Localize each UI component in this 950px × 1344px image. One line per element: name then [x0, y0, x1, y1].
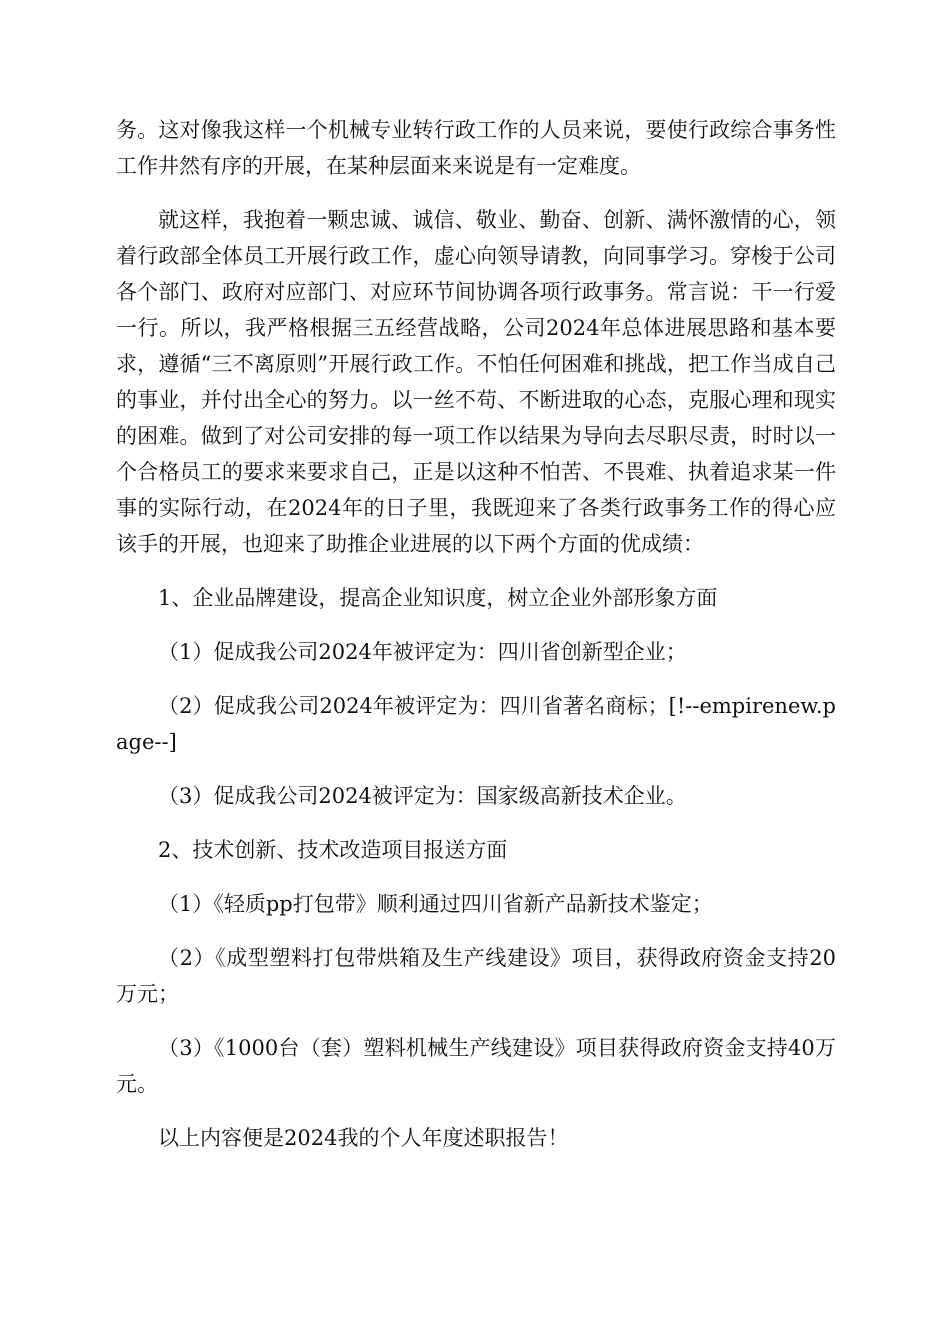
list-item-tech-3: （3）《1000台（套）塑料机械生产线建设》项目获得政府资金支持40万元。	[116, 1036, 836, 1096]
section-heading-tech-innovation: 2、技术创新、技术改造项目报送方面	[158, 838, 508, 862]
paragraph-main-narrative: 就这样，我抱着一颗忠诚、诚信、敬业、勤奋、创新、满怀激情的心，领着行政部全体员工开展行政工作，虚心向领导请教，向同事学习。穿梭于公司各个部门、政府对应部门、对应环节间协调各项行政事务。常言说：干一行爱一行。所以，我严格根据三五经营战略，公司2024年总体进展思路和基本要求，遵循“三不离原则”开展行政工作。不怕任何困难和挑战，把工作当成自己的事业，并付出全心的努力。以一丝不苟、不断进取的心态，克服心理和现实的困难。做到了对公司安排的每一项工作以结果为导向去尽职尽责，时时以一个合格员工的要求来要求自己，正是以这种不怕苦、不畏难、执着追求某一件事的实际行动，在2024年的日子里，我既迎来了各类行政事务工作的得心应该手的开展，也迎来了助推企业进展的以下两个方面的优成绩：	[116, 208, 836, 556]
section-heading-brand-building: 1、企业品牌建设，提高企业知识度，树立企业外部形象方面	[158, 586, 718, 610]
list-item-tech-2: （2）《成型塑料打包带烘箱及生产线建设》项目，获得政府资金支持20万元；	[116, 946, 836, 1006]
list-item-brand-2: （2）促成我公司2024年被评定为：四川省著名商标；[!--empirenew.page--]	[116, 694, 836, 754]
list-item-brand-1: （1）促成我公司2024年被评定为：四川省创新型企业；	[158, 640, 687, 664]
paragraph-continuation: 务。这对像我这样一个机械专业转行政工作的人员来说，要使行政综合事务性工作井然有序的开展，在某种层面来来说是有一定难度。	[116, 118, 836, 178]
list-item-brand-3: （3）促成我公司2024被评定为：国家级高新技术企业。	[158, 784, 687, 808]
closing-statement: 以上内容便是2024我的个人年度述职报告！	[158, 1126, 569, 1150]
list-item-tech-1: （1）《轻质pp打包带》顺利通过四川省新产品新技术鉴定；	[158, 892, 713, 916]
document-body	[116, 112, 836, 1174]
